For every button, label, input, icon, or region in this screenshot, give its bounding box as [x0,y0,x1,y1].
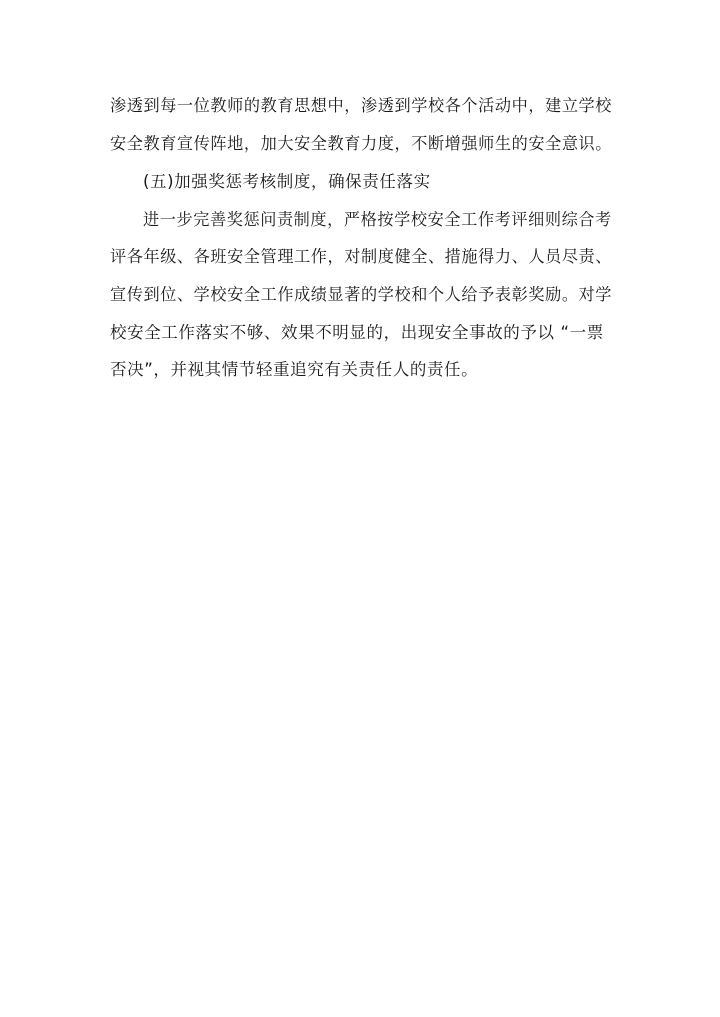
paragraph-2-line-2: 评各年级、各班安全管理工作，对制度健全、措施得力、人员尽责、 [110,247,613,266]
paragraph-1-line-1: 渗透到每一位教师的教育思想中，渗透到学校各个活动中，建立学校 [110,96,613,115]
paragraph-2-line-5: 否决”，并视其情节轻重追究有关责任人的责任。 [110,360,479,379]
paragraph-2-line-1: 进一步完善奖惩问责制度，严格按学校安全工作考评细则综合考 [143,210,612,229]
paragraph-2-line-3: 宣传到位、学校安全工作成绩显著的学校和个人给予表彰奖励。对学 [110,285,613,304]
paragraph-1-line-2: 安全教育宣传阵地，加大安全教育力度，不断增强师生的安全意识。 [110,134,613,153]
paragraph-2-line-4: 校安全工作落实不够、效果不明显的，出现安全事故的予以 “一票 [110,323,604,342]
section-heading: (五)加强奖惩考核制度，确保责任落实 [143,172,431,191]
